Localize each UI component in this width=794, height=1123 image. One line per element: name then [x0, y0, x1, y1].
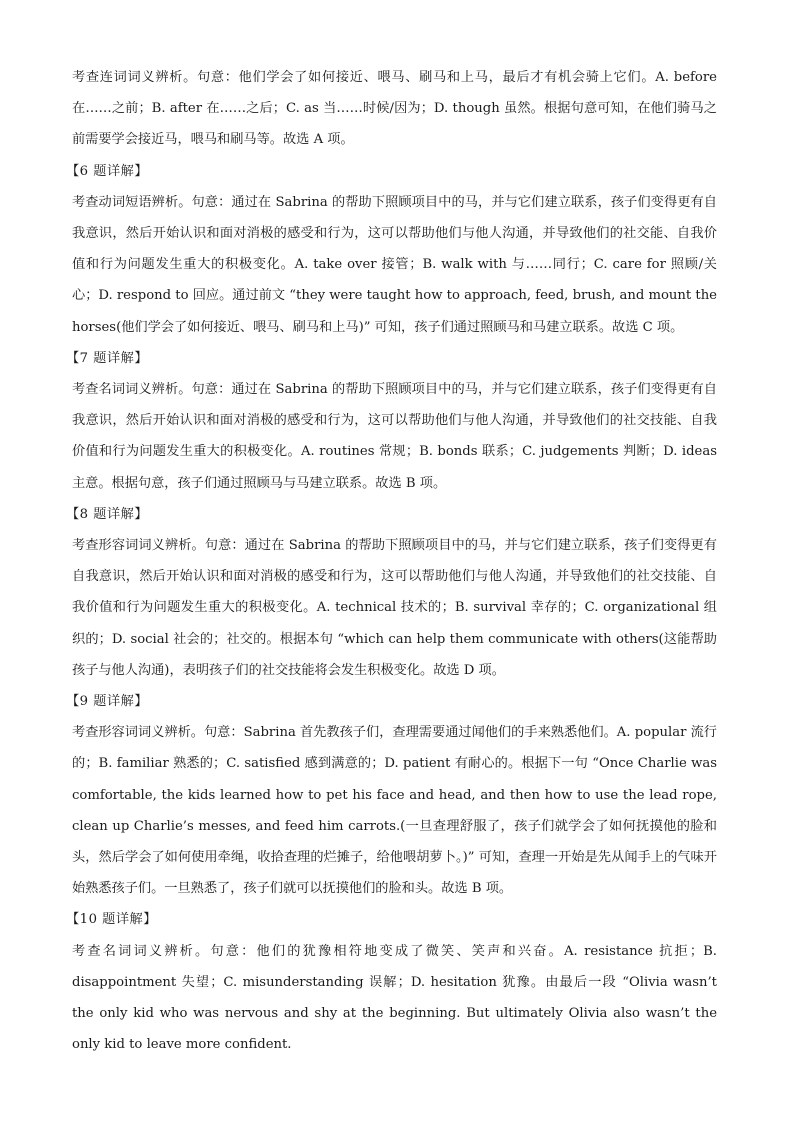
explanation-6-body: 考查动词短语辨析。句意：通过在 Sabrina 的帮助下照顾项目中的马，并与它们建立联系，孩子们变得更有自我意识，然后开始认识和面对消极的感受和行为，这可以帮助他们与他人沟通，并导致他们的社交能、自我价值和行为问题发生重大的积极变化。A. take over 接管；B. walk with 与……同行；C. care for 照顾/关心；D. respond to 回应。通过前文 “they were taught how to approach, feed, brush, and mount the horses(他们学会了如何接近、喂马、刷马和上马)” 可知，孩子们通过照顾马和马建立联系。故选 C 项。 [72, 194, 717, 335]
explanation-9-body: 考查形容词词义辨析。句意：Sabrina 首先教孩子们，查理需要通过闻他们的手来熟悉他们。A. popular 流行的；B. familiar 熟悉的；C. satisfied 感到满意的；D. patient 有耐心的。根据下一句 “Once Charlie was comfortable, the kids learned how to pet his face and head, and then how to use the lead rope, clean up Charlie’s messes, and feed him carrots.(一旦查理舒服了，孩子们就学会了如何抚摸他的脸和头，然后学会了如何使用牵绳，收拾查理的烂摊子，给他喂胡萝卜。)” 可知，查理一开始是先从闻手上的气味开始熟悉孩子们。一旦熟悉了，孩子们就可以抚摸他们的脸和头。故选 B 项。 [72, 725, 717, 897]
question-7-heading: 【7 题详解】 [66, 350, 149, 366]
question-6-heading: 【6 题详解】 [66, 163, 149, 179]
explanation-10-body: 考查名词词义辨析。句意：他们的犹豫相符地变成了微笑、笑声和兴奋。A. resistance 抗拒；B. disappointment 失望；C. misunderstanding 误解；D. hesitation 犹豫。由最后一段 “Olivia wasn’t the only kid who was nervous and shy at the beginning. But ultimately Olivia also wasn’t the only kid to leave more confident. [72, 943, 717, 1053]
explanation-7-body: 考查名词词义辨析。句意：通过在 Sabrina 的帮助下照顾项目中的马，并与它们建立联系，孩子们变得更有自我意识，然后开始认识和面对消极的感受和行为，这可以帮助他们与他人沟通，并导致他们的社交技能、自我价值和行为问题发生重大的积极变化。A. routines 常规；B. bonds 联系；C. judgements 判断；D. ideas 主意。根据句意，孩子们通过照顾马与马建立联系。故选 B 项。 [72, 382, 717, 491]
explanation-5-body: 考查连词词义辨析。句意：他们学会了如何接近、喂马、刷马和上马，最后才有机会骑上它们。A. before在……之前；B. after 在……之后；C. as 当……时候/因为；D. though 虽然。根据句意可知，在他们骑马之前需要学会接近马，喂马和刷马等。故选 A 项。 [72, 70, 717, 148]
question-8-heading: 【8 题详解】 [66, 506, 149, 522]
question-10-heading: 【10 题详解】 [66, 912, 157, 928]
question-9-heading: 【9 题详解】 [66, 694, 149, 710]
explanation-8-body: 考查形容词词义辨析。句意：通过在 Sabrina 的帮助下照顾项目中的马，并与它们建立联系，孩子们变得更有自我意识，然后开始认识和面对消极的感受和行为，这可以帮助他们与他人沟通，并导致他们的社交技能、自我价值和行为问题发生重大的积极变化。A. technical 技术的；B. survival 幸存的；C. organizational 组织的；D. social 社会的；社交的。根据本句 “which can help them communicate with others(这能帮助孩子与他人沟通)，表明孩子们的社交技能将会发生积极变化。故选 D 项。 [72, 538, 717, 678]
answer-explanations [66, 62, 717, 1061]
